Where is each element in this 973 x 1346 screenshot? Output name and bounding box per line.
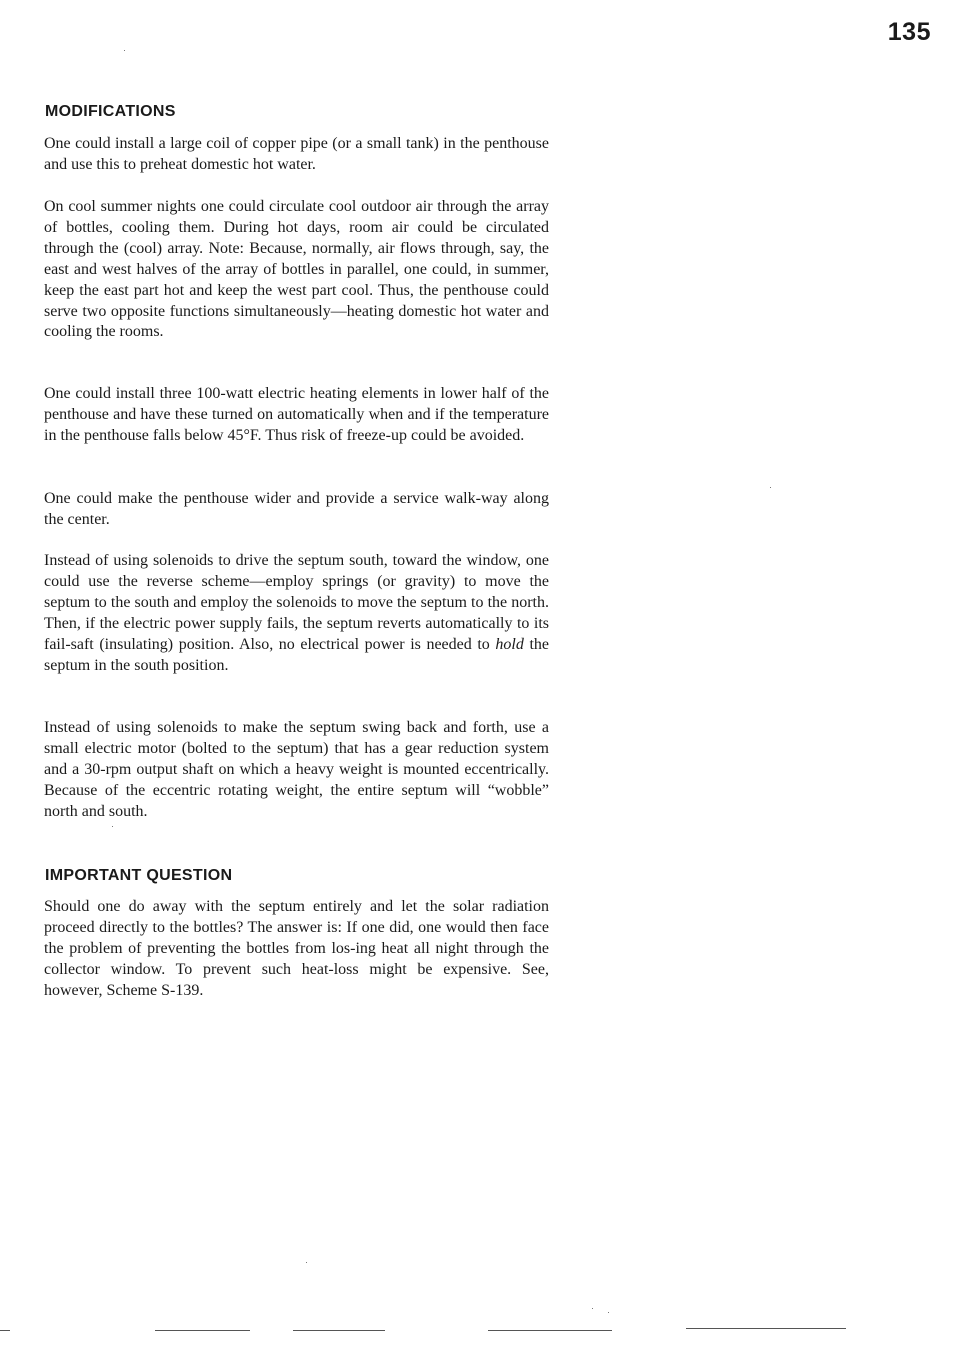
scan-mark (293, 1330, 385, 1331)
paragraph-electric-motor: Instead of using solenoids to make the septum swing back and forth, use a small electric motor (bolted to the septum) that has a gear reduction system and a 30-rpm output shaft on which a heavy weight is mounted eccentrically. Because of the eccentric rotating weight, the entire septum will “wobble” north and south. (44, 719, 549, 820)
page-number: 135 (887, 18, 931, 46)
section-heading-important-question: IMPORTANT QUESTION (45, 867, 233, 884)
emphasis-hold: hold (495, 635, 524, 653)
paragraph-preheat-water: One could install a large coil of copper pipe (or a small tank) in the penthouse and use this to preheat domestic hot water. (44, 135, 549, 173)
scan-speck (306, 1262, 307, 1263)
scan-mark (155, 1330, 250, 1331)
paragraph-heating-elements: One could install three 100-watt electric heating elements in lower half of the penthouse and have these turned on automatically when and if the temperature in the penthouse falls below 45°F. Thus risk of freeze-up could be avoided. (44, 385, 549, 444)
scan-speck (124, 50, 125, 51)
paragraph-reverse-scheme (44, 551, 549, 676)
paragraph-service-walkway: One could make the penthouse wider and provide a service walk-way along the center. (44, 490, 549, 528)
paragraph-summer-cooling: On cool summer nights one could circulate cool outdoor air through the array of bottles, cooling them. During hot days, room air could be circulated through the (cool) array. Note: Because, normally, air flows through, say, the east and west halves of the array of bottles in parallel, one could, in summer, keep the east part hot and keep the west part cool. Thus, the penthouse could serve two opposite functions simultaneously—heating domestic hot water and cooling the rooms. (44, 198, 549, 341)
paragraph-reverse-scheme-end: the septum in the south position. (44, 635, 550, 674)
scan-speck (112, 826, 113, 827)
scan-speck (770, 487, 771, 488)
paragraph-remove-septum: Should one do away with the septum entirely and let the solar radiation proceed directly to the bottles? The answer is: If one did, one would then face the problem of preventing the bottles from los-ing heat all night through the collector window. To prevent such heat-loss might be expensive. See, however, Scheme S-139. (44, 898, 549, 999)
scan-speck (608, 1312, 609, 1313)
section-heading-modifications: MODIFICATIONS (45, 103, 176, 120)
scan-mark (0, 1330, 10, 1331)
scan-mark (686, 1328, 846, 1329)
scan-mark (488, 1330, 612, 1331)
scan-speck (592, 1308, 593, 1309)
paragraph-reverse-scheme-text: Instead of using solenoids to drive the septum south, toward the window, one could use the reverse scheme—employ springs (or gravity) to move the septum to the south and employ the solenoids to move the septum to the north. Then, if the electric power supply fails, the septum reverts automatically to its fail-saft (insulating) position. Also, no electrical power is needed to (44, 552, 549, 653)
